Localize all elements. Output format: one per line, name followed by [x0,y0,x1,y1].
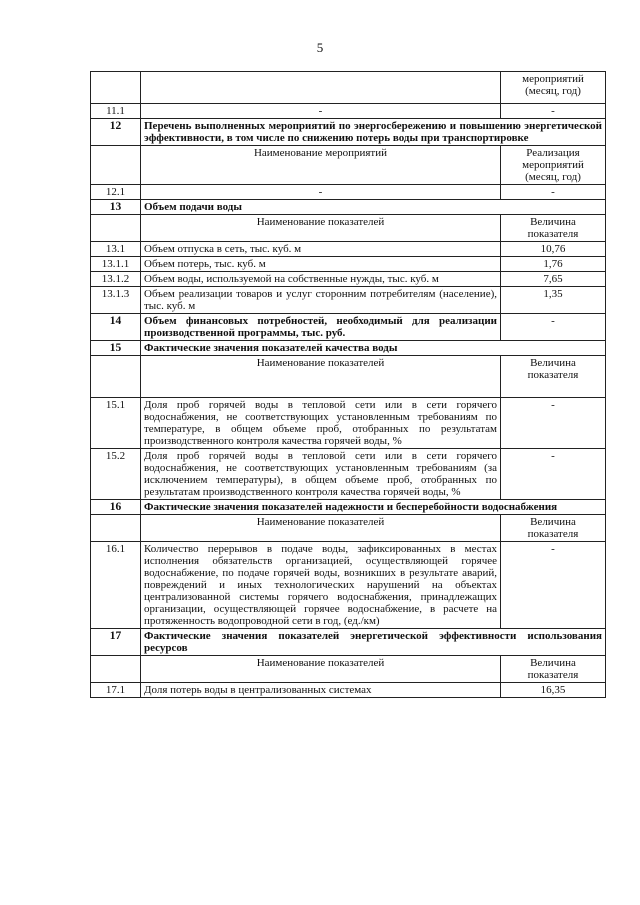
row-number: 13.1.2 [91,272,141,287]
value-header: мероприятий (месяц, год) [501,72,606,104]
section-title: Фактические значения показателей надежности и бесперебойности водоснабжения [141,500,606,515]
row-number: 13.1.3 [91,287,141,314]
row-number: 13.1 [91,242,141,257]
section-row [91,119,606,146]
row-text: Объем потерь, тыс. куб. м [141,257,501,272]
row-text: - [141,104,501,119]
header-row [91,515,606,542]
section-number: 17 [91,629,141,656]
name-header: Наименование мероприятий [141,146,501,185]
row-value: 10,76 [501,242,606,257]
row-text: Доля потерь воды в централизованных системах [141,683,501,698]
row-number: 15.2 [91,449,141,500]
table-row [91,683,606,698]
table-row [91,542,606,629]
row-text: Доля проб горячей воды в тепловой сети или в сети горячего водоснабжения, не соответствующих установленным требованиям по температуре, в общем объеме проб, отобранных по результатам производственного контроля качества горячей воды, % [141,398,501,449]
section-title: Объем финансовых потребностей, необходимый для реализации производственной программы, тыс. руб. [141,314,501,341]
name-header: Наименование показателей [141,215,501,242]
section-title: Перечень выполненных мероприятий по энергосбережению и повышению энергетической эффективности, в том числе по снижению потерь воды при транспортировке [141,119,606,146]
table-row [91,104,606,119]
table-row [91,272,606,287]
table-row [91,242,606,257]
row-value: 1,76 [501,257,606,272]
row-value: - [501,104,606,119]
value-header: Величина показателя [501,515,606,542]
row-value: - [501,542,606,629]
header-row [91,215,606,242]
empty-cell [91,356,141,398]
header-row [91,656,606,683]
header-row [91,356,606,398]
row-text: Количество перерывов в подаче воды, зафиксированных в местах исполнения обязательств организацией, осуществляющей горячее водоснабжение, по подаче горячей воды, возникших в результате аварий, повреждений и иных технологических нарушений на объектах централизованной системы горячего водоснабжения, принадлежащих организации, осуществляющей горячее водоснабжение, в расчете на протяженность водопроводной сети в год, (ед./км) [141,542,501,629]
row-number: 11.1 [91,104,141,119]
row-number: 16.1 [91,542,141,629]
row-text: Объем отпуска в сеть, тыс. куб. м [141,242,501,257]
section-title: Фактические значения показателей качества воды [141,341,606,356]
row-number: 13.1.1 [91,257,141,272]
section-number: 13 [91,200,141,215]
empty-cell [91,215,141,242]
table-row [91,185,606,200]
program-table [90,71,606,698]
section-title: Фактические значения показателей энергетической эффективности использования ресурсов [141,629,606,656]
table-row [91,398,606,449]
empty-cell [91,146,141,185]
section-row [91,629,606,656]
row-number: 15.1 [91,398,141,449]
value-header: Величина показателя [501,215,606,242]
section-number: 12 [91,119,141,146]
row-value: 16,35 [501,683,606,698]
row-number: 12.1 [91,185,141,200]
table-row [91,72,606,104]
section-number: 14 [91,314,141,341]
row-value: 7,65 [501,272,606,287]
table-row [91,287,606,314]
section-number: 15 [91,341,141,356]
section-row [91,314,606,341]
page-number: 5 [316,40,324,55]
value-header: Реализация мероприятий (месяц, год) [501,146,606,185]
row-text: Объем воды, используемой на собственные нужды, тыс. куб. м [141,272,501,287]
section-row [91,341,606,356]
row-value: - [501,185,606,200]
name-header: Наименование показателей [141,515,501,542]
section-row [91,200,606,215]
row-value: - [501,314,606,341]
row-text: Доля проб горячей воды в тепловой сети или в сети горячего водоснабжения, не соответствующих установленным требованиям (за исключением температуры), в общем объеме проб, отобранных по результатам производственного контроля качества горячей воды, % [141,449,501,500]
section-number: 16 [91,500,141,515]
row-number: 17.1 [91,683,141,698]
empty-cell [91,72,141,104]
name-header: Наименование показателей [141,656,501,683]
table-row [91,257,606,272]
section-title: Объем подачи воды [141,200,606,215]
value-header: Величина показателя [501,656,606,683]
row-text: Объем реализации товаров и услуг сторонним потребителям (население), тыс. куб. м [141,287,501,314]
row-value: 1,35 [501,287,606,314]
name-header: Наименование показателей [141,356,501,398]
empty-cell [141,72,501,104]
empty-cell [91,515,141,542]
section-row [91,500,606,515]
header-row [91,146,606,185]
empty-cell [91,656,141,683]
row-text: - [141,185,501,200]
value-header: Величина показателя [501,356,606,398]
row-value: - [501,398,606,449]
row-value: - [501,449,606,500]
table-row [91,449,606,500]
